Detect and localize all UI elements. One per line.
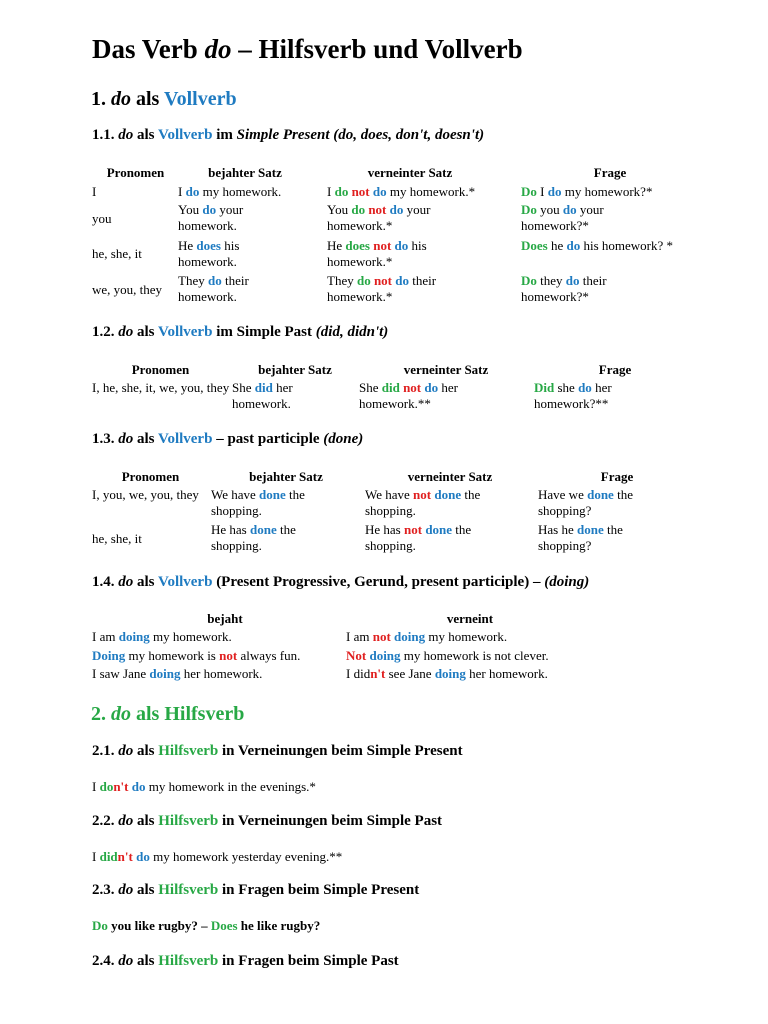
subheading-1-1: 1.1. do als Vollverb im Simple Present (do, does, don't, doesn't) bbox=[92, 127, 485, 143]
table-cell-verneint: I am not doing my homework. bbox=[346, 629, 508, 644]
table-cell-bejaht: Doing my homework is not always fun. bbox=[92, 648, 301, 663]
table-cell-verneint: I do not do my homework.* bbox=[327, 184, 476, 199]
table-cell-frage: Does he do his homework? * bbox=[521, 238, 674, 253]
col-header-pronomen: Pronomen bbox=[106, 165, 165, 180]
col-header-bejahter: bejahter Satz bbox=[249, 469, 323, 484]
table-row-pronoun: I bbox=[92, 184, 97, 199]
table-cell-bejaht: He has done the shopping. bbox=[211, 522, 296, 553]
subheading-1-4: 1.4. do als Vollverb (Present Progressive, Gerund, present participle) – (doing) bbox=[92, 574, 590, 590]
table-cell-verneint: We have not done the shopping. bbox=[365, 487, 481, 518]
col-header-frage: Frage bbox=[593, 165, 627, 180]
section-2-heading: 2. do als Hilfsverb bbox=[91, 703, 245, 725]
subheading-2-4: 2.4. do als Hilfsverb in Fragen beim Simple Past bbox=[92, 953, 399, 969]
col-header-verneinter: verneinter Satz bbox=[407, 469, 493, 484]
table-cell-verneint: He does not do his homework.* bbox=[327, 238, 427, 269]
col-header-bejahter: bejahter Satz bbox=[208, 165, 282, 180]
col-header-pronomen: Pronomen bbox=[121, 469, 180, 484]
table-cell-bejaht: They do their homework. bbox=[178, 273, 249, 304]
table-row-pronoun: I, you, we, you, they bbox=[92, 487, 199, 502]
table-cell-bejaht: I do my homework. bbox=[178, 184, 282, 199]
subheading-2-1: 2.1. do als Hilfsverb in Verneinungen beim Simple Present bbox=[92, 743, 463, 759]
table-cell-bejaht: I saw Jane doing her homework. bbox=[92, 666, 263, 681]
example-2-2: I didn't do my homework yesterday evening.** bbox=[92, 849, 343, 864]
table-cell-bejaht: She did her homework. bbox=[232, 380, 293, 411]
table-cell-bejaht: I am doing my homework. bbox=[92, 629, 232, 644]
table-cell-frage: Do I do my homework?* bbox=[521, 184, 653, 199]
table-row-pronoun: you bbox=[92, 211, 112, 226]
col-header-bejahter: bejahter Satz bbox=[258, 362, 332, 377]
table-row-pronoun: I, he, she, it, we, you, they bbox=[92, 380, 230, 395]
subheading-1-2: 1.2. do als Vollverb im Simple Past (did, didn't) bbox=[92, 324, 389, 340]
col-header-pronomen: Pronomen bbox=[131, 362, 190, 377]
section-1-heading: 1. do als Vollverb bbox=[91, 88, 237, 110]
page-title: Das Verb do – Hilfsverb und Vollverb bbox=[92, 34, 523, 64]
table-cell-bejaht: You do your homework. bbox=[178, 202, 244, 233]
col-header-verneinter: verneinter Satz bbox=[367, 165, 453, 180]
col-header-frage: Frage bbox=[598, 362, 632, 377]
table-cell-verneint: He has not done the shopping. bbox=[365, 522, 472, 553]
table-cell-verneint: They do not do their homework.* bbox=[327, 273, 437, 304]
subheading-1-3: 1.3. do als Vollverb – past participle (done) bbox=[92, 431, 364, 447]
subheading-2-3: 2.3. do als Hilfsverb in Fragen beim Simple Present bbox=[92, 882, 420, 898]
col-header-verneint: verneint bbox=[446, 611, 494, 626]
subheading-2-2: 2.2. do als Hilfsverb in Verneinungen beim Simple Past bbox=[92, 813, 443, 829]
col-header-frage: Frage bbox=[600, 469, 634, 484]
table-cell-verneint: Not doing my homework is not clever. bbox=[346, 648, 549, 663]
table-cell-bejaht: We have done the shopping. bbox=[211, 487, 305, 518]
col-header-bejaht: bejaht bbox=[207, 611, 243, 626]
table-cell-frage: Do they do their homework?* bbox=[521, 273, 607, 304]
table-cell-frage: Have we done the shopping? bbox=[538, 487, 633, 518]
table-row-pronoun: he, she, it bbox=[92, 246, 142, 261]
example-2-3: Do you like rugby? – Does he like rugby? bbox=[92, 918, 321, 933]
table-cell-verneint: She did not do her homework.** bbox=[359, 380, 458, 411]
table-cell-bejaht: He does his homework. bbox=[178, 238, 240, 269]
col-header-verneinter: verneinter Satz bbox=[403, 362, 489, 377]
table-cell-verneint: I didn't see Jane doing her homework. bbox=[346, 666, 548, 681]
table-cell-frage: Did she do her homework?** bbox=[534, 380, 612, 411]
example-2-1: I don't do my homework in the evenings.* bbox=[92, 779, 316, 794]
table-row-pronoun: we, you, they bbox=[92, 282, 163, 297]
table-row-pronoun: he, she, it bbox=[92, 531, 142, 546]
table-cell-verneint: You do not do your homework.* bbox=[327, 202, 431, 233]
table-cell-frage: Has he done the shopping? bbox=[538, 522, 623, 553]
table-cell-frage: Do you do your homework?* bbox=[521, 202, 604, 233]
